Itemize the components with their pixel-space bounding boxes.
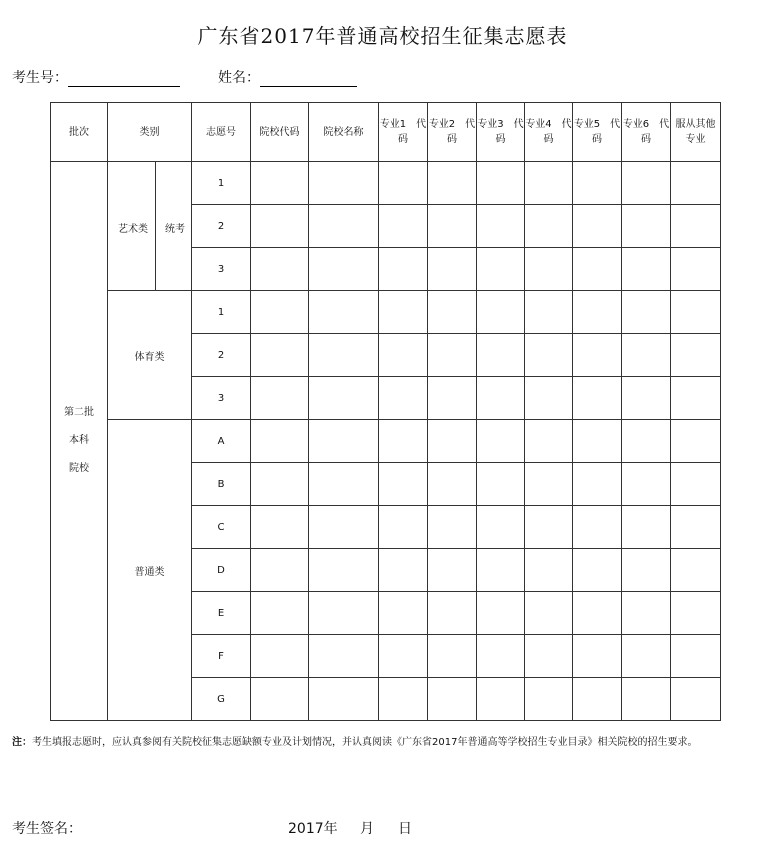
batch-cell <box>51 162 108 721</box>
note-label: 注： <box>12 737 32 748</box>
input-cell[interactable] <box>309 248 379 291</box>
input-cell[interactable] <box>671 635 721 678</box>
input-cell[interactable] <box>622 248 671 291</box>
input-cell[interactable] <box>379 592 428 635</box>
input-cell[interactable] <box>671 291 721 334</box>
input-cell[interactable] <box>477 592 525 635</box>
header-school-name: 院校名称 <box>309 103 379 162</box>
input-cell[interactable] <box>379 678 428 721</box>
input-cell[interactable] <box>309 678 379 721</box>
input-cell[interactable] <box>309 420 379 463</box>
input-cell[interactable] <box>622 377 671 420</box>
input-cell[interactable] <box>428 420 477 463</box>
input-cell[interactable] <box>622 291 671 334</box>
header-major3-code: 专业3 代码 <box>477 103 525 162</box>
date-month: 月 <box>360 821 374 837</box>
input-cell[interactable] <box>251 291 309 334</box>
input-cell[interactable] <box>428 506 477 549</box>
input-cell[interactable] <box>477 162 525 205</box>
input-cell[interactable] <box>477 291 525 334</box>
choice-letter: A <box>192 420 251 463</box>
input-cell[interactable] <box>671 205 721 248</box>
note-text: 考生填报志愿时，应认真参阅有关院校征集志愿缺额专业及计划情况，并认真阅读《广东省2017年普通高等学校招生专业目录》相关院校的招生要求。 <box>32 737 698 748</box>
signature-label: 考生签名： <box>12 821 82 837</box>
input-cell[interactable] <box>379 334 428 377</box>
input-cell[interactable] <box>428 635 477 678</box>
input-cell[interactable] <box>379 635 428 678</box>
input-cell[interactable] <box>622 334 671 377</box>
header-batch: 批次 <box>51 103 108 162</box>
input-cell[interactable] <box>477 549 525 592</box>
choice-number: 1 <box>192 291 251 334</box>
input-cell[interactable] <box>622 678 671 721</box>
table-header-row <box>51 103 721 162</box>
input-cell[interactable] <box>309 635 379 678</box>
input-cell[interactable] <box>379 248 428 291</box>
header-major2-code: 专业2 代码 <box>428 103 477 162</box>
art-divider <box>155 162 156 290</box>
input-cell[interactable] <box>379 506 428 549</box>
input-cell[interactable] <box>428 334 477 377</box>
choice-letter: D <box>192 549 251 592</box>
input-cell[interactable] <box>251 248 309 291</box>
input-cell[interactable] <box>671 463 721 506</box>
input-cell[interactable] <box>573 592 622 635</box>
note <box>12 733 752 753</box>
input-cell[interactable] <box>309 162 379 205</box>
input-cell[interactable] <box>309 549 379 592</box>
input-cell[interactable] <box>309 506 379 549</box>
date-year: 2017年 <box>288 821 338 837</box>
input-cell[interactable] <box>573 162 622 205</box>
input-cell[interactable] <box>428 377 477 420</box>
header-major1-code: 专业1 代码 <box>379 103 428 162</box>
choice-number: 3 <box>192 377 251 420</box>
table-row <box>51 420 721 463</box>
input-cell[interactable] <box>622 506 671 549</box>
input-cell[interactable] <box>251 377 309 420</box>
input-cell[interactable] <box>671 549 721 592</box>
input-cell[interactable] <box>428 592 477 635</box>
input-cell[interactable] <box>477 463 525 506</box>
exam-number-line[interactable] <box>68 70 180 87</box>
input-cell[interactable] <box>379 162 428 205</box>
input-cell[interactable] <box>525 506 573 549</box>
input-cell[interactable] <box>379 377 428 420</box>
header-major4-code: 专业4 代码 <box>525 103 573 162</box>
input-cell[interactable] <box>251 420 309 463</box>
input-cell[interactable] <box>573 377 622 420</box>
art-category-label: 艺术类 <box>118 224 148 235</box>
input-cell[interactable] <box>251 463 309 506</box>
input-cell[interactable] <box>573 291 622 334</box>
input-cell[interactable] <box>251 162 309 205</box>
input-cell[interactable] <box>525 463 573 506</box>
input-cell[interactable] <box>309 291 379 334</box>
input-cell[interactable] <box>251 678 309 721</box>
input-cell[interactable] <box>671 506 721 549</box>
input-cell[interactable] <box>525 678 573 721</box>
input-cell[interactable] <box>251 635 309 678</box>
input-cell[interactable] <box>525 592 573 635</box>
input-cell[interactable] <box>525 291 573 334</box>
input-cell[interactable] <box>525 205 573 248</box>
input-cell[interactable] <box>573 549 622 592</box>
form-title: 广东省2017年普通高校招生征集志愿表 <box>197 24 568 48</box>
art-category-cell <box>108 162 192 291</box>
input-cell[interactable] <box>477 635 525 678</box>
input-cell[interactable] <box>379 205 428 248</box>
input-cell[interactable] <box>251 506 309 549</box>
input-cell[interactable] <box>622 162 671 205</box>
choice-letter: E <box>192 592 251 635</box>
input-cell[interactable] <box>525 162 573 205</box>
input-cell[interactable] <box>309 377 379 420</box>
input-cell[interactable] <box>379 549 428 592</box>
input-cell[interactable] <box>477 205 525 248</box>
input-cell[interactable] <box>251 205 309 248</box>
input-cell[interactable] <box>379 463 428 506</box>
general-category-cell: 普通类 <box>108 420 192 721</box>
input-cell[interactable] <box>622 592 671 635</box>
input-cell[interactable] <box>671 162 721 205</box>
choice-letter: B <box>192 463 251 506</box>
name-label: 姓名： <box>218 70 260 86</box>
header-choice-no: 志愿号 <box>192 103 251 162</box>
choice-number: 3 <box>192 248 251 291</box>
exam-number-field <box>12 67 180 87</box>
input-cell[interactable] <box>525 248 573 291</box>
input-cell[interactable] <box>573 420 622 463</box>
choice-letter: C <box>192 506 251 549</box>
input-cell[interactable] <box>477 248 525 291</box>
choice-number: 2 <box>192 334 251 377</box>
input-cell[interactable] <box>622 205 671 248</box>
input-cell[interactable] <box>671 377 721 420</box>
input-cell[interactable] <box>573 506 622 549</box>
input-cell[interactable] <box>573 248 622 291</box>
table-row <box>51 162 721 205</box>
input-cell[interactable] <box>671 248 721 291</box>
input-cell[interactable] <box>251 592 309 635</box>
input-cell[interactable] <box>525 334 573 377</box>
input-cell[interactable] <box>525 420 573 463</box>
header-major6-code: 专业6 代码 <box>622 103 671 162</box>
input-cell[interactable] <box>622 420 671 463</box>
choice-letter: F <box>192 635 251 678</box>
header-category: 类别 <box>108 103 192 162</box>
sports-category-cell: 体育类 <box>108 291 192 420</box>
input-cell[interactable] <box>379 291 428 334</box>
date-day: 日 <box>398 821 412 837</box>
header-school-code: 院校代码 <box>251 103 309 162</box>
input-cell[interactable] <box>428 248 477 291</box>
batch-line: 本科 <box>69 435 89 446</box>
name-field <box>218 67 357 87</box>
input-cell[interactable] <box>251 334 309 377</box>
application-table <box>50 102 721 721</box>
input-cell[interactable] <box>573 334 622 377</box>
input-cell[interactable] <box>477 506 525 549</box>
input-cell[interactable] <box>573 635 622 678</box>
input-cell[interactable] <box>428 205 477 248</box>
table-row <box>51 291 721 334</box>
input-cell[interactable] <box>525 377 573 420</box>
art-exam-label: 统考 <box>165 224 185 235</box>
input-cell[interactable] <box>309 592 379 635</box>
input-cell[interactable] <box>477 678 525 721</box>
input-cell[interactable] <box>309 463 379 506</box>
choice-number: 1 <box>192 162 251 205</box>
input-cell[interactable] <box>309 334 379 377</box>
input-cell[interactable] <box>428 463 477 506</box>
input-cell[interactable] <box>477 377 525 420</box>
batch-line: 第二批 <box>64 407 94 418</box>
exam-number-label: 考生号： <box>12 70 68 86</box>
input-cell[interactable] <box>309 205 379 248</box>
input-cell[interactable] <box>573 463 622 506</box>
input-cell[interactable] <box>573 205 622 248</box>
input-cell[interactable] <box>622 549 671 592</box>
input-cell[interactable] <box>671 334 721 377</box>
input-cell[interactable] <box>428 549 477 592</box>
input-cell[interactable] <box>251 549 309 592</box>
input-cell[interactable] <box>525 549 573 592</box>
input-cell[interactable] <box>525 635 573 678</box>
input-cell[interactable] <box>477 420 525 463</box>
choice-letter: G <box>192 678 251 721</box>
header-major5-code: 专业5 代码 <box>573 103 622 162</box>
batch-line: 院校 <box>69 463 89 474</box>
input-cell[interactable] <box>428 162 477 205</box>
header-accept-other: 服从其他专业 <box>671 103 721 162</box>
input-cell[interactable] <box>428 291 477 334</box>
input-cell[interactable] <box>573 678 622 721</box>
signature-area[interactable] <box>100 818 255 836</box>
name-line[interactable] <box>260 70 357 87</box>
input-cell[interactable] <box>622 463 671 506</box>
input-cell[interactable] <box>428 678 477 721</box>
input-cell[interactable] <box>477 334 525 377</box>
choice-number: 2 <box>192 205 251 248</box>
input-cell[interactable] <box>379 420 428 463</box>
input-cell[interactable] <box>622 635 671 678</box>
input-cell[interactable] <box>671 420 721 463</box>
input-cell[interactable] <box>671 592 721 635</box>
input-cell[interactable] <box>671 678 721 721</box>
